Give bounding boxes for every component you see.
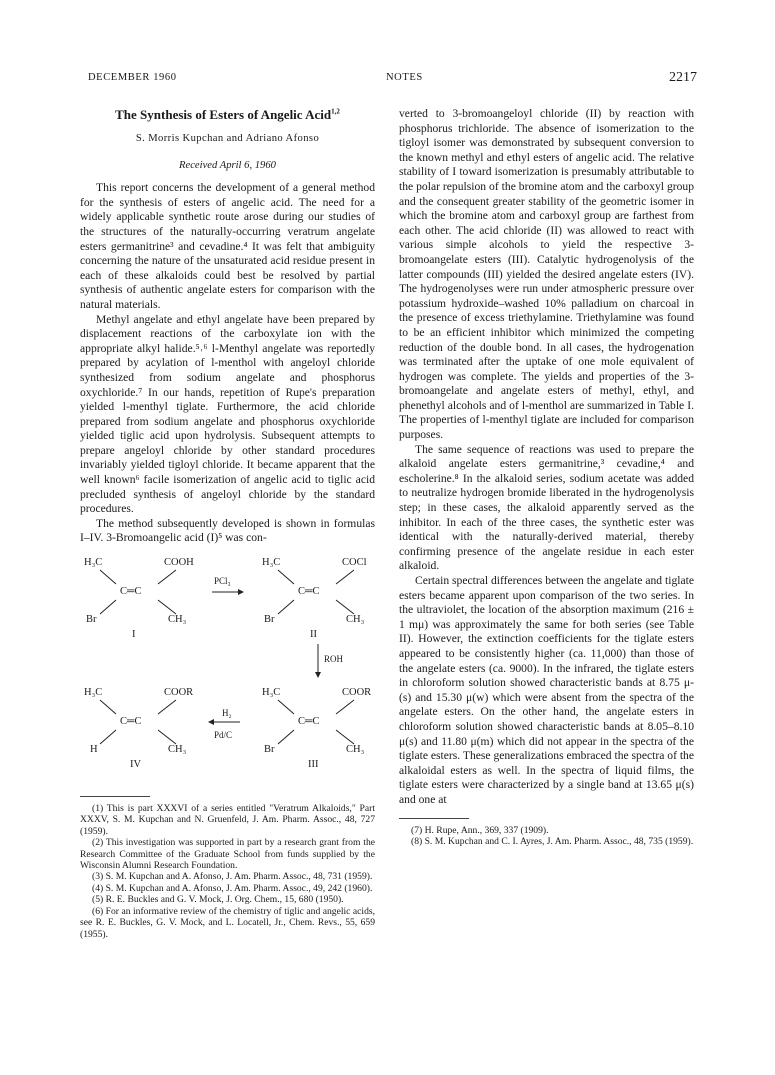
- methyl-group: CH₃: [346, 744, 365, 756]
- footnote: (5) R. E. Buckles and G. V. Mock, J. Org. Chem., 15, 680 (1950).: [92, 894, 344, 906]
- footnote-divider: [80, 796, 150, 797]
- compound-label: III: [308, 759, 319, 771]
- reagent-label: ROH: [324, 654, 344, 665]
- header-section: NOTES: [386, 72, 423, 83]
- footnote: (8) S. M. Kupchan and C. I. Ayres, J. Am. Pharm. Assoc., 48, 735 (1959).: [411, 835, 694, 847]
- bromine-atom: Br: [264, 614, 275, 626]
- paragraph: verted to 3-bromoangeloyl chloride (II) by reaction with phosphorus trichloride. The absence of isomerization to the tigloyl isomer was demonstrated by subsequent conversion to the known methyl and ethyl esters of angelic acid. The relative stability of I toward isomerization is presumably attributable to the polar repulsion of the bromine atom and the carboxyl group and the consequent greater stability of the geometric isomer in which the bromine atom and carboxyl group are farthest from each other. The acid chloride (II) was allowed to react with various simple alcohols to yield the respective 3-bromoangelate esters (III). Catalytic hydrogenolysis of the latter compounds (III) yielded the desired angelate esters (IV). The hydrogenolyses were run under atmospheric pressure over potassium hydroxide–washed 10% palladium on charcoal in the presence of excess triethylamine. Triethylamine was found to be an efficient inhibitor which minimized the competing reduction of the double bond. In all cases, the hydrogenation was terminated after the uptake of one mole equivalent of hydrogen was complete. The yields and properties of the 3-bromoangelate and angelate esters of methyl, ethyl, and phenethyl alcohols and of l-menthol are summarized in Table I. The properties of l-menthyl tiglate are included for comparison purposes.: [399, 107, 694, 442]
- compound-label: II: [310, 629, 317, 641]
- hydrogen-atom: H: [90, 744, 98, 756]
- paragraph: The same sequence of reactions was used to prepare the alkaloid angelate esters germanitrine,³ cevadine,⁴ and escholerine.⁸ In the alkaloid series, sodium acetate was added to neutralize hydrogen bromide liberated in the hydrogenolysis step; in these cases, the alkaloid apparently served as the inhibitor. In each of the three cases, the synthetic ester was identical with the naturally-derived material, thereby confirming presence of the angelate residue in each ester alkaloid.: [399, 442, 694, 573]
- double-bond: C═C: [120, 586, 142, 598]
- double-bond: C═C: [298, 716, 320, 728]
- footnote: (7) H. Rupe, Ann., 369, 337 (1909).: [411, 824, 549, 836]
- methyl-group: H₃C: [84, 687, 103, 699]
- left-column: [80, 107, 375, 940]
- ester-group: COOR: [342, 687, 372, 699]
- reaction-scheme: [80, 554, 375, 786]
- carboxyl-group: COOH: [164, 557, 194, 569]
- methyl-group: H₃C: [84, 557, 103, 569]
- footnote: (1) This is part XXXVI of a series entitled "Veratrum Alkaloids," Part XXXV, S. M. Kupchan and N. Gruenfeld, J. Am. Pharm. Assoc., 48, 727 (1959).: [80, 803, 375, 837]
- catalyst-label: Pd/C: [214, 730, 233, 741]
- acyl-chloride-group: COCl: [342, 557, 367, 569]
- bromine-atom: Br: [86, 614, 97, 626]
- methyl-group: CH₃: [346, 614, 365, 626]
- page-number: 2217: [669, 70, 697, 85]
- footnote-divider: [399, 818, 469, 819]
- title-footnote-marks: 1,2: [331, 107, 340, 116]
- compound-label: I: [132, 629, 136, 641]
- article-authors: S. Morris Kupchan and Adriano Afonso: [135, 133, 320, 144]
- methyl-group: H₃C: [262, 687, 281, 699]
- paragraph: The method subsequently developed is shown in formulas I–IV. 3-Bromoangelic acid (I)⁵ was con-: [80, 516, 375, 545]
- footnote: (4) S. M. Kupchan and A. Afonso, J. Am. Pharm. Assoc., 49, 242 (1960).: [92, 882, 373, 894]
- footnote: (6) For an informative review of the chemistry of tiglic and angelic acids, see R. E. Buckles, G. V. Mock, and L. Locatell, Jr., Chem. Revs., 55, 659 (1955).: [80, 905, 375, 940]
- ester-group: COOR: [164, 687, 194, 699]
- bromine-atom: Br: [264, 744, 275, 756]
- methyl-group: H₃C: [262, 557, 281, 569]
- paragraph: Methyl angelate and ethyl angelate have been prepared by displacement reactions of the carboxylate ion with the appropriate alkyl halide.⁵˒⁶ l-Menthyl angelate was reportedly prepared by acylation of l-menthol with angeloyl chloride synthesized from sodium angelate and phosphorus oxychloride.⁷ In our hands, repetition of Rupe's preparation yielded l-menthyl tiglate. Furthermore, the acid chloride prepared from sodium angelate and phosphorus oxychloride yielded tiglic acid upon hydrolysis. Subsequent attempts to prepare angeloyl chloride by other standard procedures invariably yielded tigloyl chloride. It became apparent that the well known⁶ facile isomerization of angelic acid to tiglic acid precluded synthesis of angeloyl chloride by the standard procedures.: [80, 312, 375, 516]
- double-bond: C═C: [120, 716, 142, 728]
- paragraph: Certain spectral differences between the angelate and tiglate esters became apparent upon comparison of the two series. In the ultraviolet, the location of the absorption maximum (216 ± 1 mμ) was approximately the same for both series (see Table II). However, the extinction coefficients for the tiglate esters appeared to be consistently higher (ca. 11,000) than those of the angelate esters (ca. 9000). In the infrared, the tiglate esters in chloroform solution showed characteristic bands at 8.75 μ-(s) and 15.30 μ(w) which were absent from the spectra of the angelate esters. On the other hand, the angelate esters in chloroform solution showed characteristic bands at 8.05–8.10 μ(s) and 11.80 μ(m) which did not appear in the spectra of the tiglate esters. These generalizations embraced the spectra of the alkaloidal esters as well. In the spectra of liquid films, the tiglate esters were characterized by a single band at 13.65 μ(s) and one at: [399, 574, 694, 806]
- received-date: Received April 6, 1960: [179, 159, 276, 171]
- footnote: (3) S. M. Kupchan and A. Afonso, J. Am. Pharm. Assoc., 48, 731 (1959).: [92, 871, 373, 883]
- double-bond: C═C: [298, 586, 320, 598]
- compound-label: IV: [130, 759, 142, 771]
- paragraph: This report concerns the development of a general method for the synthesis of esters of angelic acid. The need for a widely applicable synthetic route arose during our studies of the structures of the naturally-occurring veratrum angelate esters germanitrine³ and cevadine.⁴ It was felt that ambiguity concerning the nature of the unsaturated acid residue present in each of these alkaloids could best be resolved by partial synthesis of authentic angelate esters for comparison with the natural materials.: [80, 181, 375, 311]
- right-column: [399, 107, 694, 847]
- running-header: [88, 72, 697, 88]
- footnote: (2) This investigation was supported in part by a research grant from the Research Committee of the Graduate School from funds supplied by the Wisconsin Alumni Research Foundation.: [80, 837, 375, 872]
- header-date: DECEMBER 1960: [88, 72, 177, 83]
- article-title: The Synthesis of Esters of Angelic Acid$^{1,2}$: [115, 107, 340, 122]
- reagent-label: H₂: [222, 708, 232, 719]
- reagent-label: PCl₃: [214, 576, 231, 587]
- methyl-group: CH₃: [168, 744, 187, 756]
- methyl-group: CH₃: [168, 614, 187, 626]
